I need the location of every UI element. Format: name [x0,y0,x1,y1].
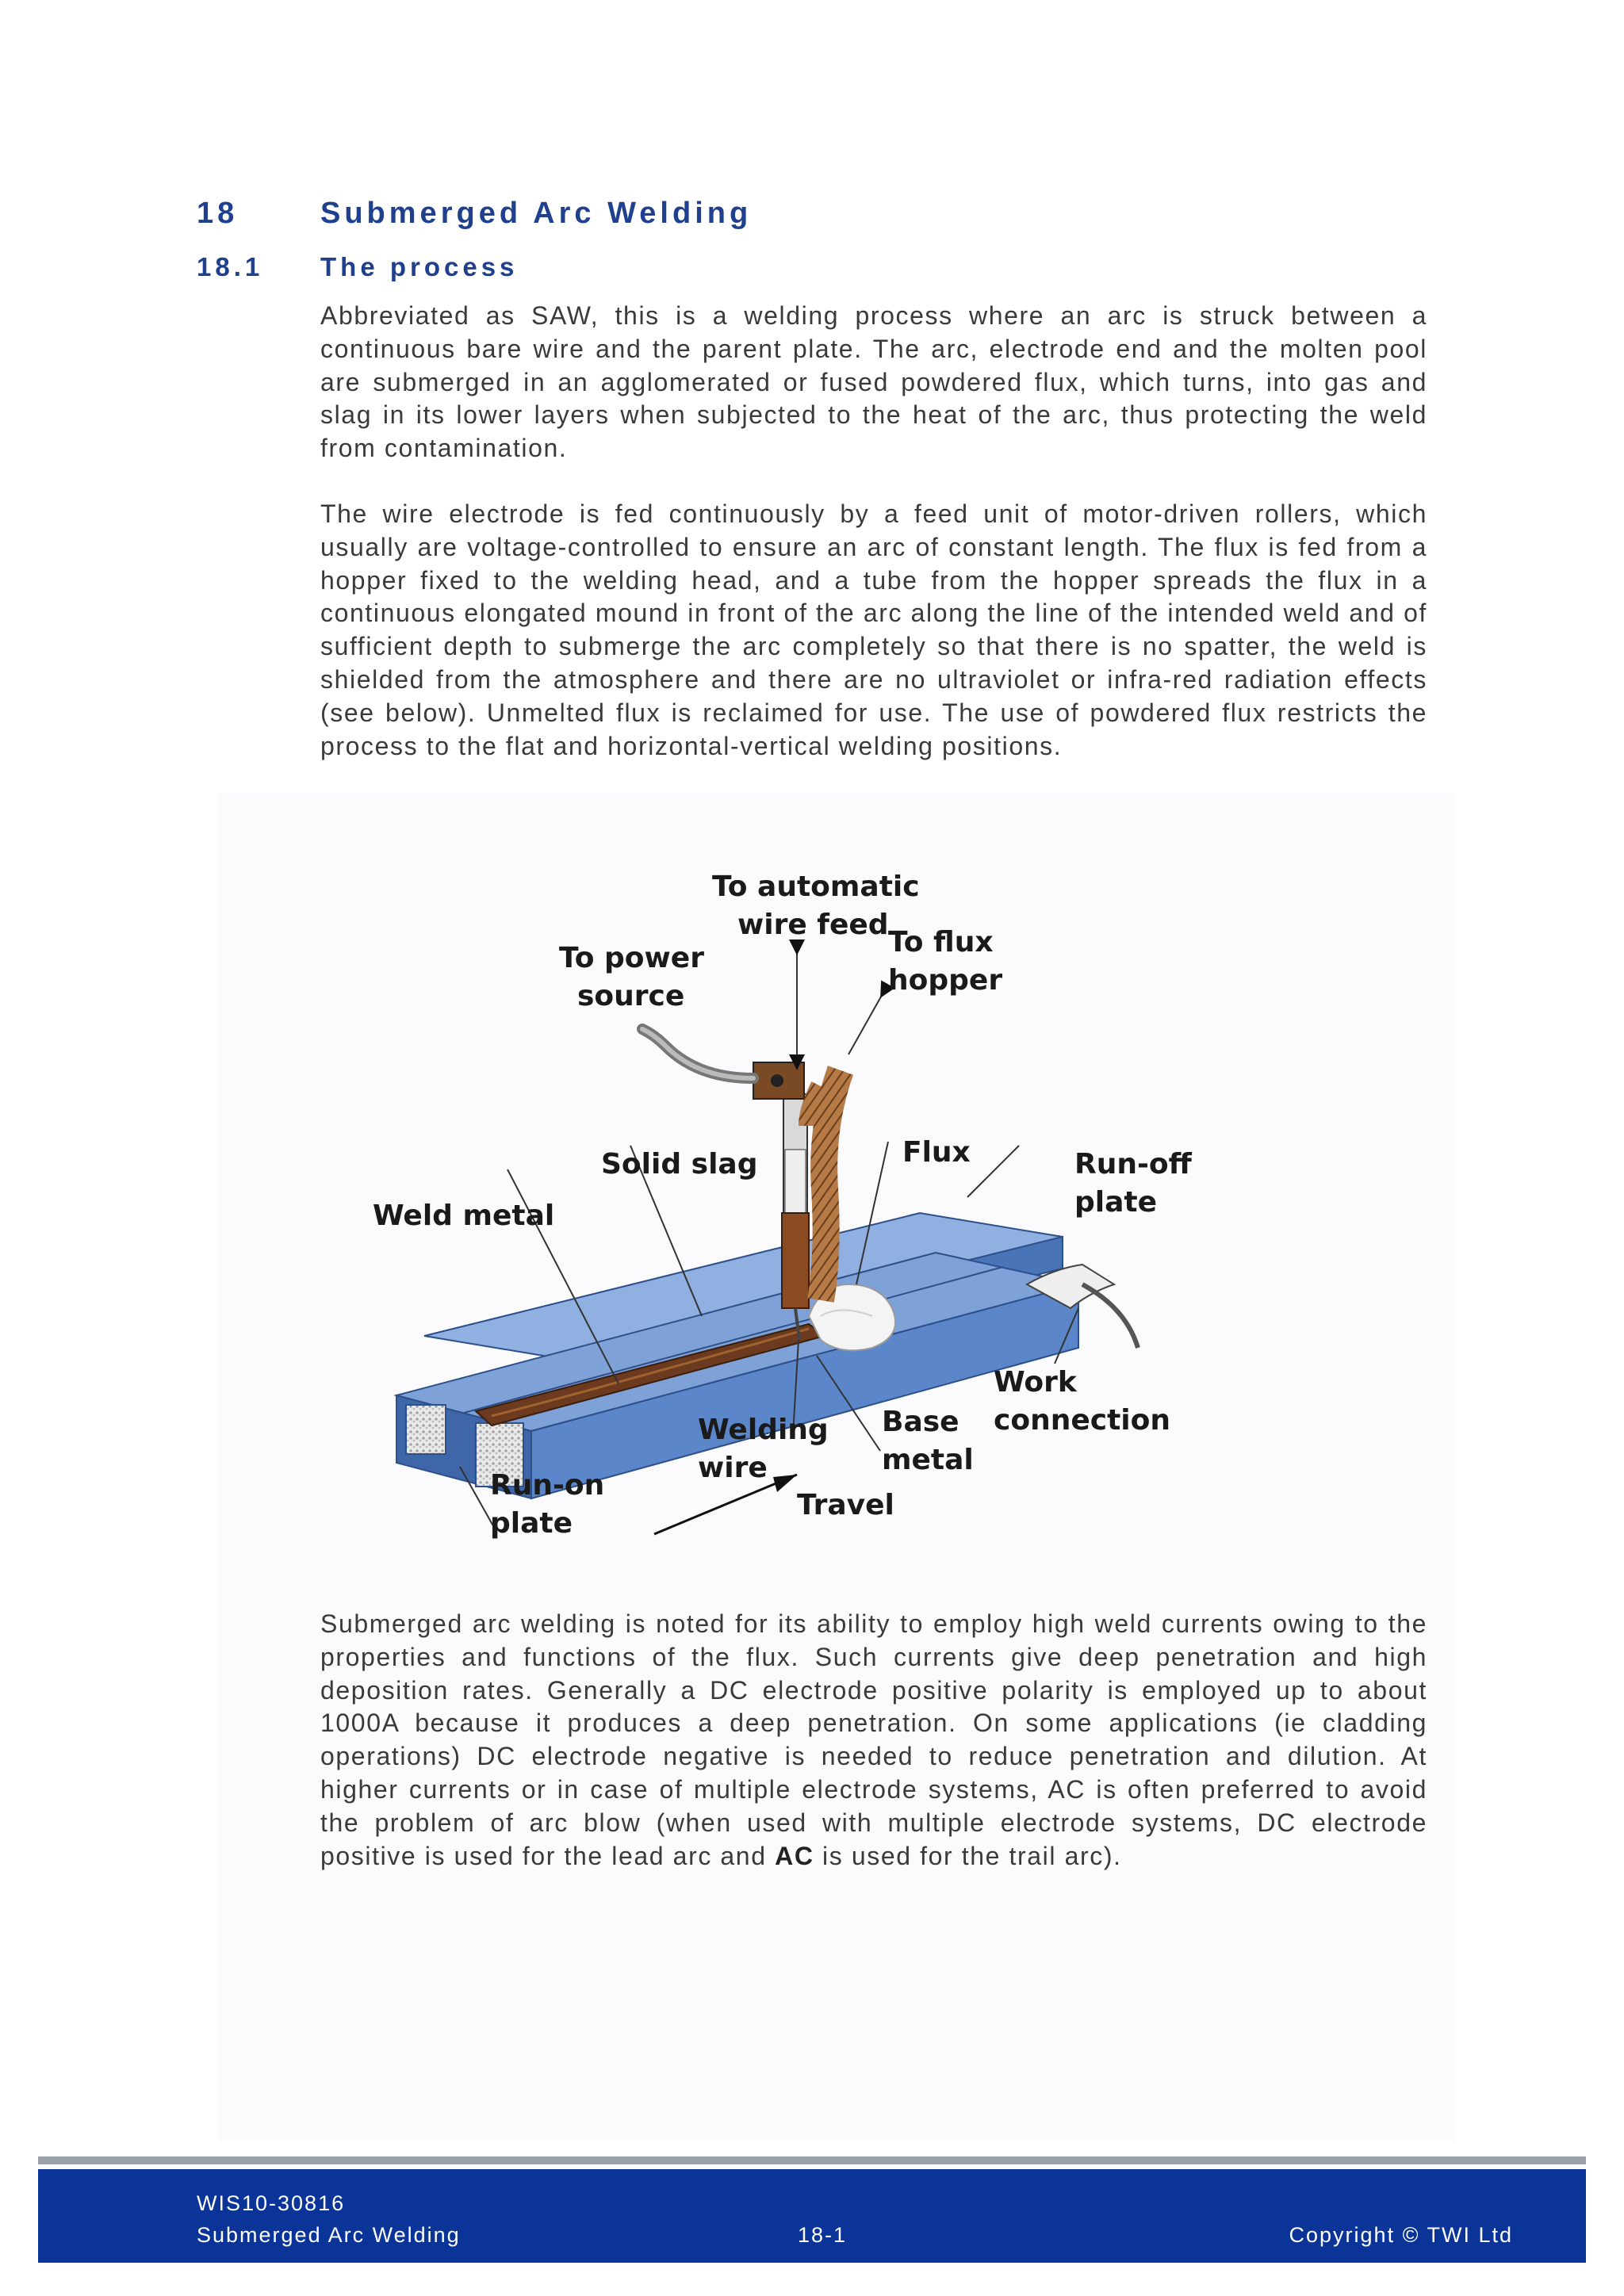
page-footer [38,2169,1586,2263]
label-run-off-line1: Run-off [1074,1148,1192,1181]
label-base-metal-line2: metal [882,1444,974,1476]
label-auto-wire-feed-line1: To automatic [712,871,920,903]
subsection-number: 18.1 [197,252,264,281]
label-run-on-line1: Run-on [490,1469,605,1502]
footer-document-id: WIS10-30816 [197,2191,346,2215]
subsection-title: The process [320,252,519,281]
paragraph-saw-definition: Abbreviated as SAW, this is a welding process where an arc is struck between a continuous bare wire and the parent plate. The arc, electrode end and the molten pool are submerged in an agglomerated or fused powdered flux, which turns, into gas and slag in its lower layers when subjected to the heat of the arc, thus protecting the weld from contamination. [320,301,1427,463]
section-number: 18 [197,197,239,230]
label-auto-wire-feed-line2: wire feed [737,909,889,941]
label-welding-wire-line1: Welding [698,1414,829,1446]
label-power-source-line1: To power [559,942,704,974]
label-solid-slag: Solid slag [601,1148,758,1181]
paragraph-weld-currents-text-1: Submerged arc welding is noted for its ability to employ high weld currents owing to the properties and functions of the flux. Such currents give deep penetration and high deposition rates. Generally a DC electrode positive polarity is employed up to about 1000A because it produces a deep penetration. On some applications (ie cladding operations) DC electrode negative is needed to reduce penetration and dilution. At higher currents or in case of multiple electrode systems, AC is often preferred to avoid the problem of arc blow (when used with multiple electrode systems, DC electrode positive is used for the lead arc and [320,1609,1427,1870]
footer-document-title: Submerged Arc Welding [197,2223,461,2247]
section-title: Submerged Arc Welding [320,197,753,230]
footer-copyright: Copyright © TWI Ltd [1289,2223,1513,2247]
label-work-connection-line1: Work [994,1366,1077,1399]
label-flux: Flux [902,1136,971,1169]
paragraph-weld-currents-bold-ac: AC [775,1841,814,1870]
saw-diagram-svg [365,840,1285,1570]
label-weld-metal: Weld metal [373,1200,555,1232]
label-flux-hopper-line2: hopper [888,964,1003,997]
label-travel: Travel [797,1489,894,1521]
footer-page-number: 18-1 [798,2223,848,2247]
paragraph-weld-currents-text-2: is used for the trail arc). [814,1841,1122,1870]
label-power-source-line2: source [577,980,685,1012]
footer-divider [38,2156,1586,2164]
label-base-metal-line1: Base [882,1406,959,1438]
label-run-on-line2: plate [490,1507,573,1540]
paragraph-weld-currents [320,1608,1427,1873]
paragraph-wire-feed: The wire electrode is fed continuously by a feed unit of motor-driven rollers, which usually are voltage-controlled to ensure an arc of constant length. The flux is fed from a hopper fixed to the welding head, and a tube from the hopper spreads the flux in a continuous elongated mound in front of the arc along the line of the intended weld and of sufficient depth to submerge the arc completely so that there is no spatter, the weld is shielded from the atmosphere and there are no ultraviolet or infra-red radiation effects (see below). Unmelted flux is reclaimed for use. The use of powdered flux restricts the process to the flat and horizontal-vertical welding positions. [320,499,1427,760]
label-run-off-line2: plate [1074,1186,1158,1219]
saw-process-diagram [365,840,1285,1570]
label-work-connection-line2: connection [994,1404,1170,1437]
label-welding-wire-line2: wire [698,1452,768,1484]
label-flux-hopper-line1: To flux [888,926,994,959]
